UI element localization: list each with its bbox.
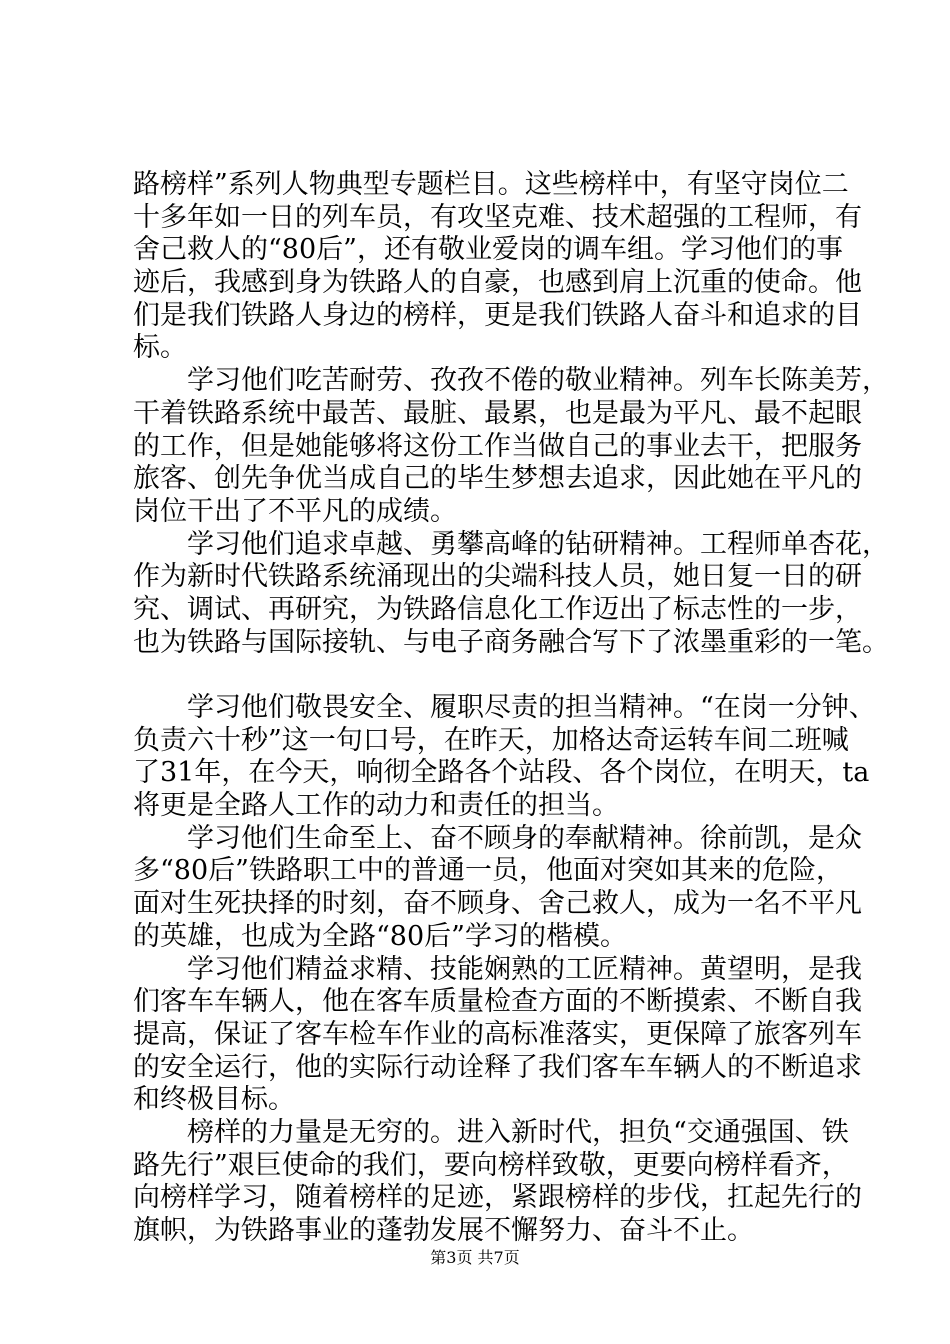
page-footer: [0, 1245, 950, 1268]
text-line: 了31年，在今天，响彻全路各个站段、各个岗位，在明天，ta: [133, 757, 870, 789]
text-line: 究、调试、再研究，为铁路信息化工作迈出了标志性的一步，: [133, 593, 862, 625]
text-line: 岗位干出了不平凡的成绩。: [133, 495, 457, 527]
text-line: 学习他们精益求精、技能娴熟的工匠精神。黄望明，是我: [133, 953, 862, 985]
text-line: 学习他们敬畏安全、履职尽责的担当精神。“在岗一分钟、: [133, 692, 876, 723]
text-line: 作为新时代铁路系统涌现出的尖端科技人员，她日复一日的研: [133, 561, 862, 593]
text-line: 标。: [133, 332, 187, 364]
text-line: 干着铁路系统中最苦、最脏、最累，也是最为平凡、最不起眼: [133, 397, 862, 429]
page-number-label: 第3页 共7页: [430, 1248, 520, 1267]
text-line: 学习他们生命至上、奋不顾身的奉献精神。徐前凯，是众: [133, 822, 862, 854]
text-line: 学习他们吃苦耐劳、孜孜不倦的敬业精神。列车长陈美芳，: [133, 365, 889, 397]
text-line: 学习他们追求卓越、勇攀高峰的钻研精神。工程师单杏花，: [133, 528, 889, 560]
text-line: 榜样的力量是无穷的。进入新时代，担负“交通强国、铁: [133, 1116, 849, 1148]
text-line: 们是我们铁路人身边的榜样，更是我们铁路人奋斗和追求的目: [133, 299, 862, 331]
document-body: [133, 169, 889, 1248]
text-line: 旅客、创先争优当成自己的毕生梦想去追求，因此她在平凡的: [133, 463, 862, 495]
text-line: 们客车车辆人，他在客车质量检查方面的不断摸索、不断自我: [133, 986, 862, 1018]
text-line: 将更是全路人工作的动力和责任的担当。: [133, 790, 619, 822]
text-line: 迹后，我感到身为铁路人的自豪，也感到肩上沉重的使命。他: [133, 267, 862, 299]
text-line: 向榜样学习，随着榜样的足迹，紧跟榜样的步伐，扛起先行的: [133, 1182, 862, 1214]
text-line: 的安全运行，他的实际行动诠释了我们客车车辆人的不断追求: [133, 1051, 862, 1083]
text-line: 和终极目标。: [133, 1084, 295, 1116]
blank-line: [133, 659, 853, 692]
text-line: 十多年如一日的列车员，有攻坚克难、技术超强的工程师，有: [133, 201, 862, 233]
text-line: 旗帜，为铁路事业的蓬勃发展不懈努力、奋斗不止。: [133, 1215, 754, 1246]
text-line: 的英雄，也成为全路“80后”学习的楷模。: [133, 920, 627, 952]
text-line: 路榜样”系列人物典型专题栏目。这些榜样中，有坚守岗位二: [133, 169, 849, 200]
text-line: 也为铁路与国际接轨、与电子商务融合写下了浓墨重彩的一笔。: [133, 626, 889, 658]
text-line: 路先行”艰巨使命的我们，要向榜样致敬，更要向榜样看齐，: [133, 1149, 849, 1181]
text-line: 提高，保证了客车检车作业的高标准落实，更保障了旅客列车: [133, 1018, 862, 1050]
text-line: 负责六十秒”这一句口号，在昨天，加格达奇运转车间二班喊: [133, 724, 849, 756]
text-line: 多“80后”铁路职工中的普通一员，他面对突如其来的危险，: [133, 855, 843, 887]
text-line: 面对生死抉择的时刻，奋不顾身、舍己救人，成为一名不平凡: [133, 888, 862, 920]
text-line: 的工作，但是她能够将这份工作当做自己的事业去干，把服务: [133, 430, 862, 462]
text-line: 舍己救人的“80后”，还有敬业爱岗的调车组。学习他们的事: [133, 234, 843, 266]
